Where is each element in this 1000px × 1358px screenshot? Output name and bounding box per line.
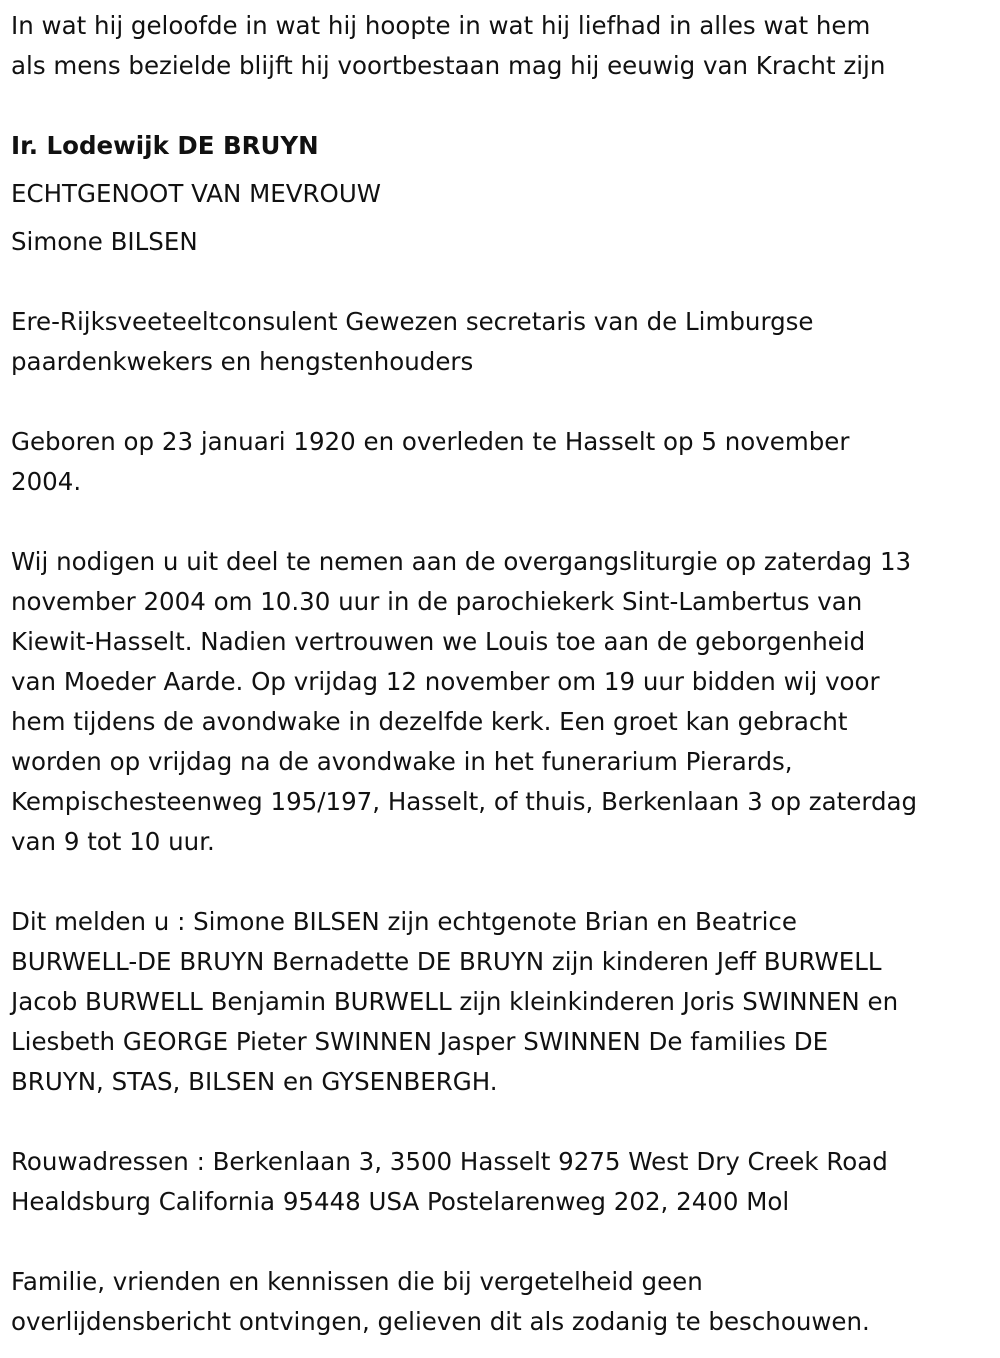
motto: [11, 6, 885, 86]
text-line: van Moeder Aarde. Op vrijdag 12 november om 19 uur bidden wij voor: [11, 667, 880, 696]
text-line: van 9 tot 10 uur.: [11, 827, 215, 856]
text-line: worden op vrijdag na de avondwake in het funerarium Pierards,: [11, 747, 793, 776]
deceased-name: [11, 126, 319, 166]
text-line: Simone BILSEN: [11, 227, 198, 256]
spouse-name: [11, 222, 198, 262]
text-line: paardenkwekers en hengstenhouders: [11, 347, 474, 376]
announced-by: [11, 902, 898, 1102]
text-line: november 2004 om 10.30 uur in de parochiekerk Sint-Lambertus van: [11, 587, 863, 616]
text-line: Ere-Rijksveeteeltconsulent Gewezen secretaris van de Limburgse: [11, 307, 814, 336]
text-line: Dit melden u : Simone BILSEN zijn echtgenote Brian en Beatrice: [11, 907, 797, 936]
text-line: Ir. Lodewijk DE BRUYN: [11, 131, 319, 160]
text-line: 2004.: [11, 467, 82, 496]
text-line: Geboren op 23 januari 1920 en overleden te Hasselt op 5 november: [11, 427, 850, 456]
text-line: Jacob BURWELL Benjamin BURWELL zijn kleinkinderen Joris SWINNEN en: [11, 987, 899, 1016]
text-line: als mens bezielde blijft hij voortbestaan mag hij eeuwig van Kracht zijn: [11, 51, 886, 80]
text-line: In wat hij geloofde in wat hij hoopte in wat hij liefhad in alles wat hem: [11, 11, 871, 40]
profession: [11, 302, 813, 382]
text-line: Healdsburg California 95448 USA Postelarenweg 202, 2400 Mol: [11, 1187, 790, 1216]
text-line: Liesbeth GEORGE Pieter SWINNEN Jasper SWINNEN De families DE: [11, 1027, 829, 1056]
text-line: hem tijdens de avondwake in dezelfde kerk. Een groet kan gebracht: [11, 707, 848, 736]
text-line: Rouwadressen : Berkenlaan 3, 3500 Hasselt 9275 West Dry Creek Road: [11, 1147, 888, 1176]
text-line: Familie, vrienden en kennissen die bij vergetelheid geen: [11, 1267, 703, 1296]
closing-note: [11, 1262, 870, 1342]
text-line: Wij nodigen u uit deel te nemen aan de overgangsliturgie op zaterdag 13: [11, 547, 912, 576]
condolence-addresses: [11, 1142, 888, 1222]
birth-death: [11, 422, 849, 502]
invitation: [11, 542, 917, 862]
text-line: ECHTGENOOT VAN MEVROUW: [11, 179, 382, 208]
text-line: Kiewit-Hasselt. Nadien vertrouwen we Louis toe aan de geborgenheid: [11, 627, 866, 656]
text-line: Kempischesteenweg 195/197, Hasselt, of thuis, Berkenlaan 3 op zaterdag: [11, 787, 918, 816]
spouse-title: [11, 174, 381, 214]
text-line: overlijdensbericht ontvingen, gelieven dit als zodanig te beschouwen.: [11, 1307, 870, 1336]
text-line: BRUYN, STAS, BILSEN en GYSENBERGH.: [11, 1067, 498, 1096]
text-line: BURWELL-DE BRUYN Bernadette DE BRUYN zijn kinderen Jeff BURWELL: [11, 947, 882, 976]
